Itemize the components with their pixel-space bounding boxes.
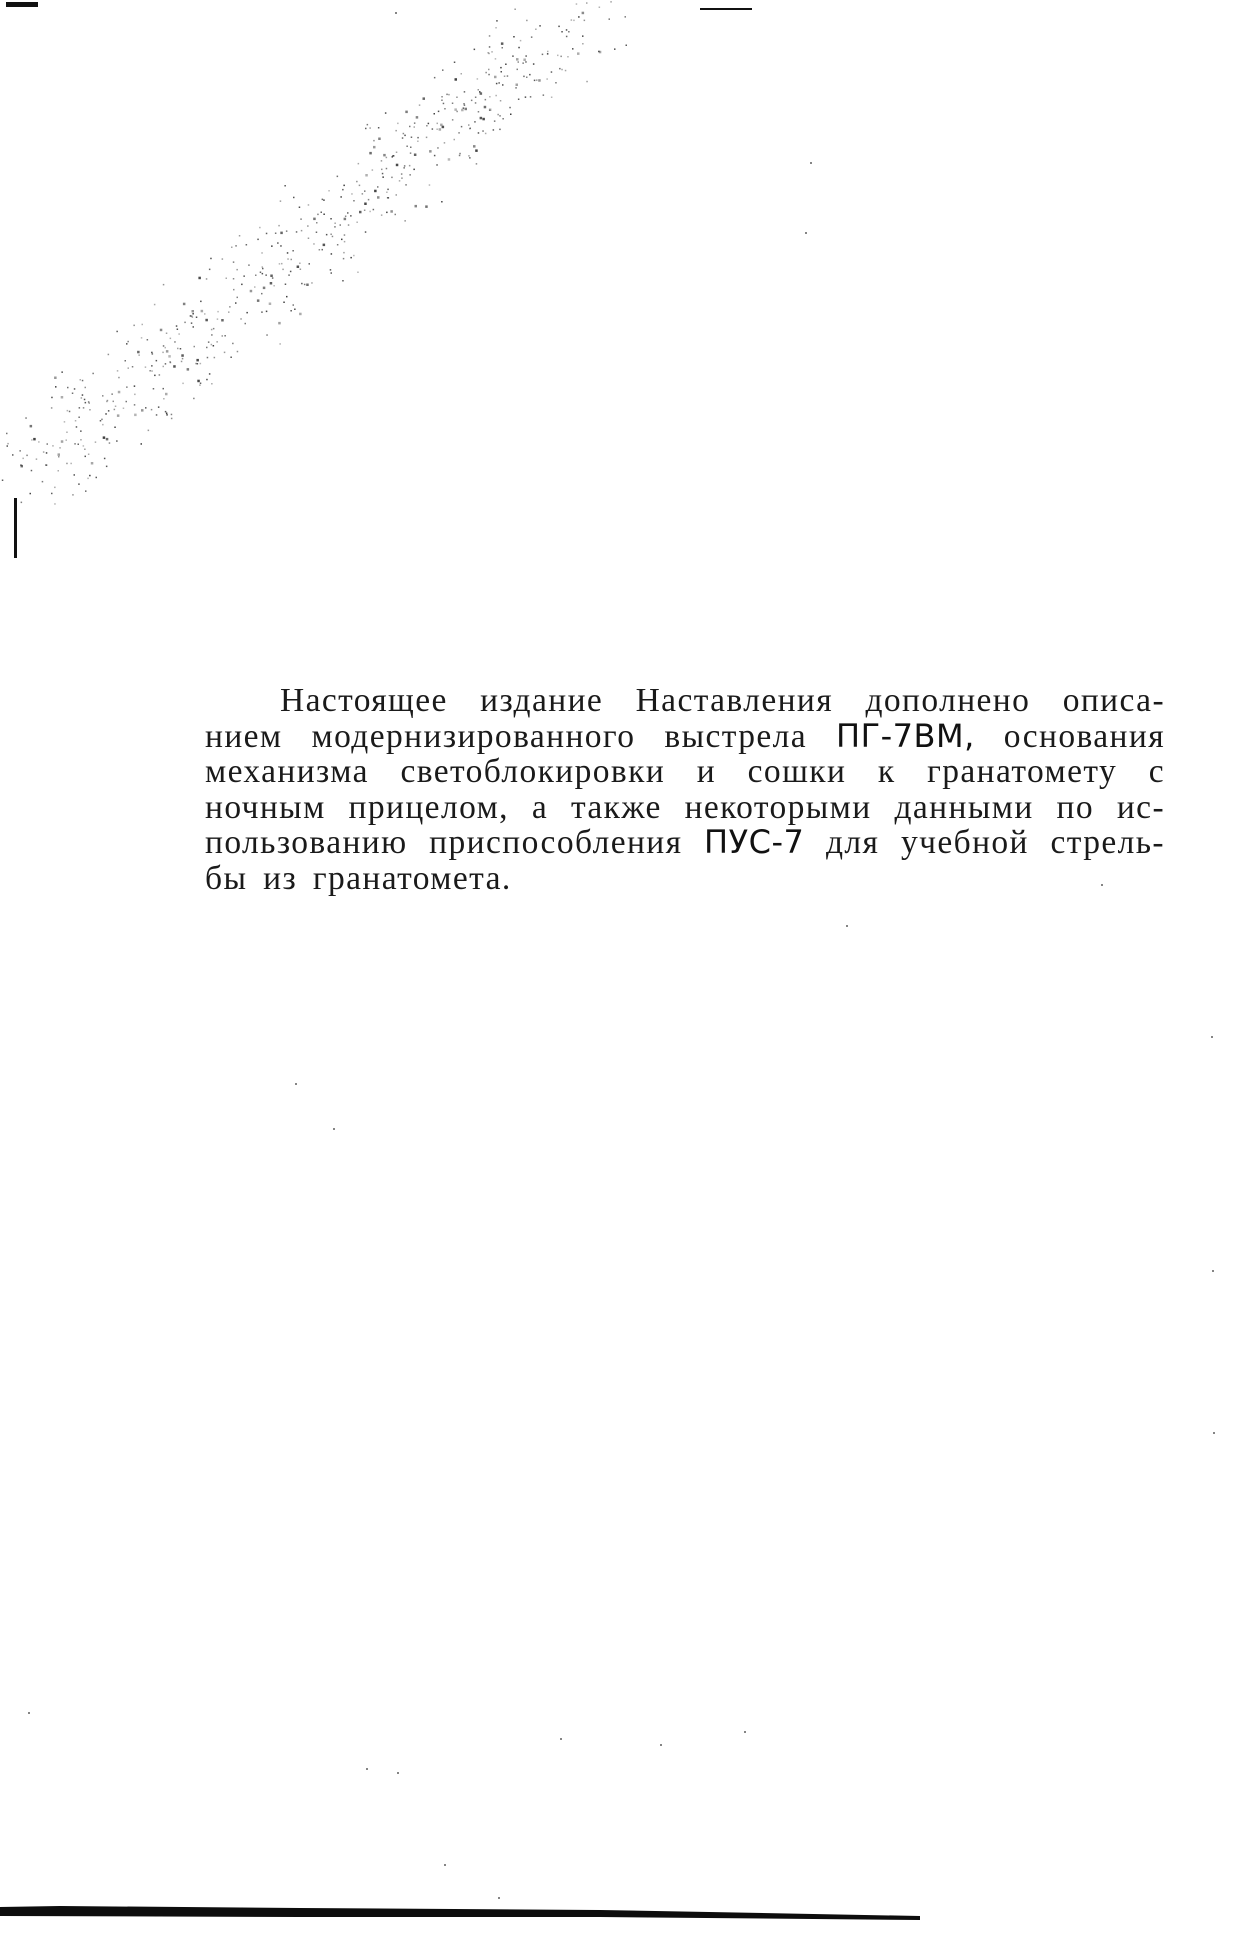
preface-text: для учебной стрель- [804,824,1165,861]
scan-edge-marks [6,2,752,558]
preface-text: пользованию приспособления [205,824,705,861]
top-left-edge-mark [6,2,38,7]
speckle-group [2,1,1215,1899]
left-edge-line [14,498,17,558]
preface-line [205,716,1166,755]
preface-line [205,861,1165,897]
preface-line [205,790,1165,826]
bottom-scan-bar [0,1906,920,1920]
preface-line [205,754,1165,790]
preface-text: основания [974,717,1166,755]
preface-text: Настоящее издание Наставления дополнено описа- [280,682,1165,719]
designation-code: ПУС-7 [704,823,805,861]
preface-paragraph [205,683,1165,896]
preface-text: бы из гранатомета. [205,859,512,897]
designation-code: ПГ-7ВМ, [836,716,975,755]
preface-text: ночным прицелом, а также некоторыми данными по ис- [205,788,1165,826]
top-dash-mark [700,8,752,10]
preface-line [205,825,1165,861]
preface-text: нием модернизированного выстрела [205,717,837,755]
preface-line [205,683,1165,719]
preface-text: механизма светоблокировки и сошки к гранатомету с [205,753,1165,790]
